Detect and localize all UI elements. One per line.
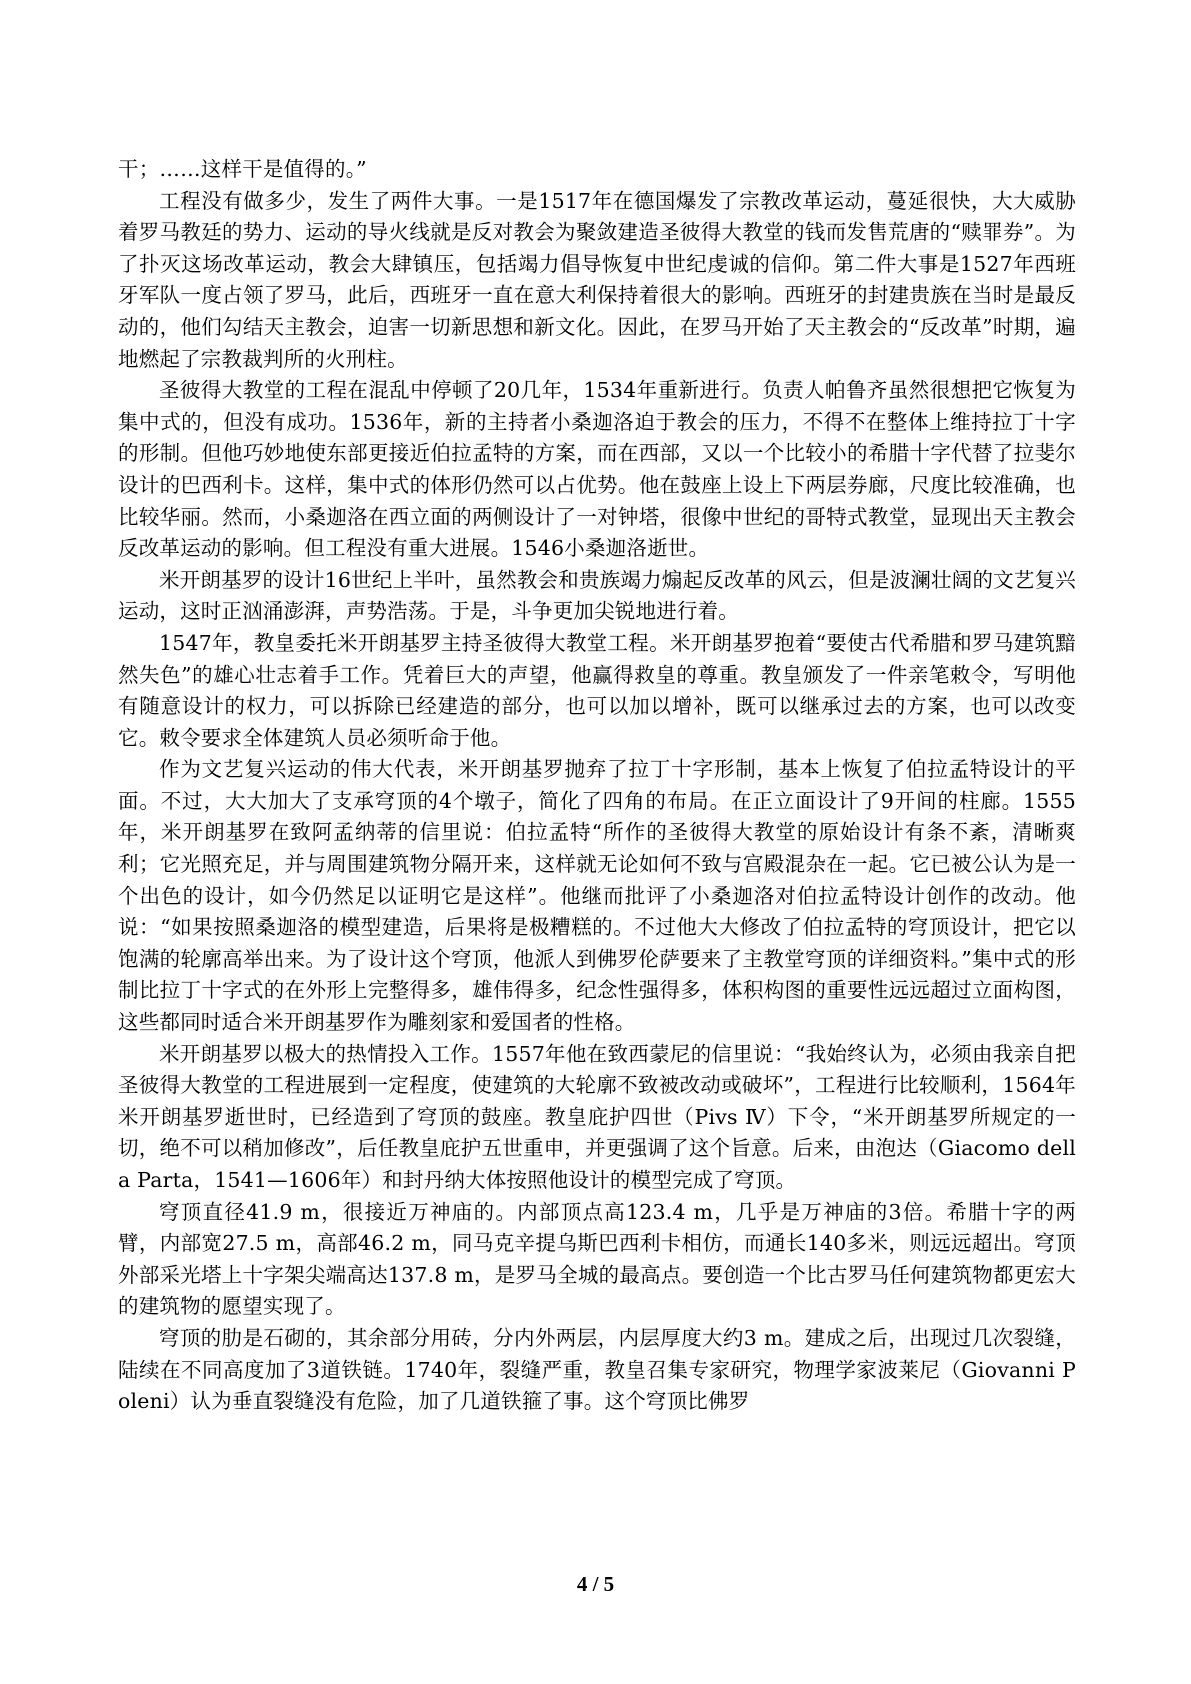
page-number: 4 / 5 <box>576 1572 615 1596</box>
paragraph-greek-cross-plan: 作为文艺复兴运动的伟大代表，米开朗基罗抛弃了拉丁十字形制，基本上恢复了伯拉孟特设计的平面。不过，大大加大了支承穹顶的4个墩子，简化了四角的布局。在正立面设计了9开间的柱廊。1555年，米开朗基罗在致阿孟纳蒂的信里说：伯拉孟特“所作的圣彼得大教堂的原始设计有条不紊，清晰爽利；它光照充足，并与周围建筑物分隔开来，这样就无论如何不致与宫殿混杂在一起。它已被公认为是一个出色的设计，如今仍然足以证明它是这样”。他继而批评了小桑迦洛对伯拉孟特设计创作的改动。他说：“如果按照桑迦洛的模型建造，后果将是极糟糕的。不过他大大修改了伯拉孟特的穹顶设计，把它以饱满的轮廓高举出来。为了设计这个穹顶，他派人到佛罗伦萨要来了主教堂穹顶的详细资料。”集中式的形制比拉丁十字式的在外形上完整得多，雄伟得多，纪念性强得多，体积构图的重要性远远超过立面构图，这些都同时适合米开朗基罗作为雕刻家和爱国者的性格。 <box>118 757 1076 1035</box>
paragraph-construction-progress: 米开朗基罗以极大的热情投入工作。1557年他在致西蒙尼的信里说：“我始终认为，必须由我亲自把圣彼得大教堂的工程进展到一定程度，使建筑的大轮廓不致被改动或破坏”，工程进行比较顺利，1564年米开朗基罗逝世时，已经造到了穹顶的鼓座。教皇庇护四世（Pivs Ⅳ）下令，“米开朗基罗所规定的一切，绝不可以稍加修改”，后任教皇庇护五世重申，并更强调了这个旨意。后来，由泡达（Giacomo della Parta，1541—1606年）和封丹纳大体按照他设计的模型完成了穹顶。 <box>118 1041 1076 1192</box>
paragraph-sangallo: 圣彼得大教堂的工程在混乱中停顿了20几年，1534年重新进行。负责人帕鲁齐虽然很想把它恢复为集中式的，但没有成功。1536年，新的主持者小桑迦洛迫于教会的压力，不得不在整体上维持拉丁十字的形制。但他巧妙地使东部更接近伯拉孟特的方案，而在西部，又以一个比较小的希腊十字代替了拉斐尔设计的巴西利卡。这样，集中式的体形仍然可以占优势。他在鼓座上设上下两层券廊，尺度比较准确，也比较华丽。然而，小桑迦洛在西立面的两侧设计了一对钟塔，很像中世纪的哥特式教堂，显现出天主教会反改革运动的影响。但工程没有重大进展。1546小桑迦洛逝世。 <box>118 378 1076 561</box>
document-body <box>118 154 1076 1418</box>
paragraph-dome-structure: 穹顶的肋是石砌的，其余部分用砖，分内外两层，内层厚度大约3 m。建成之后，出现过几次裂缝，陆续在不同高度加了3道铁链。1740年，裂缝严重，教皇召集专家研究，物理学家波莱尼（Giovanni Poleni）认为垂直裂缝没有危险，加了几道铁箍了事。这个穹顶比佛罗 <box>118 1325 1076 1414</box>
paragraph-two-events: 工程没有做多少，发生了两件大事。一是1517年在德国爆发了宗教改革运动，蔓延很快，大大威胁着罗马教廷的势力、运动的导火线就是反对教会为聚敛建造圣彼得大教堂的钱而发售荒唐的“赎罪券”。为了扑灭这场改革运动，教会大肆镇压，包括竭力倡导恢复中世纪虔诚的信仰。第二件大事是1527年西班牙军队一度占领了罗马，此后，西班牙一直在意大利保持着很大的影响。西班牙的封建贵族在当时是最反动的，他们勾结天主教会，迫害一切新思想和新文化。因此，在罗马开始了天主教会的“反改革”时期，遍地燃起了宗教裁判所的火刑柱。 <box>118 188 1076 371</box>
paragraph-michelangelo-design: 米开朗基罗的设计16世纪上半叶，虽然教会和贵族竭力煽起反改革的风云，但是波澜壮阔的文艺复兴运动，这时正汹涌澎湃，声势浩荡。于是，斗争更加尖锐地进行着。 <box>118 567 1076 624</box>
paragraph-dome-dimensions: 穹顶直径41.9 m，很接近万神庙的。内部顶点高123.4 m，几乎是万神庙的3倍。希腊十字的两臂，内部宽27.5 m，高部46.2 m，同马克辛提乌斯巴西利卡相仿，而通长140多米，则远远超出。穹顶外部采光塔上十字架尖端高达137.8 m，是罗马全城的最高点。要创造一个比古罗马任何建筑物都更宏大的建筑物的愿望实现了。 <box>118 1199 1076 1319</box>
paragraph-continuation: 干；……这样干是值得的。” <box>118 157 367 181</box>
paragraph-1547-commission: 1547年，教皇委托米开朗基罗主持圣彼得大教堂工程。米开朗基罗抱着“要使古代希腊和罗马建筑黯然失色”的雄心壮志着手工作。凭着巨大的声望，他赢得救皇的尊重。教皇颁发了一件亲笔敕令，写明他有随意设计的权力，可以拆除已经建造的部分，也可以加以增补，既可以继承过去的方案，也可以改变它。敕令要求全体建筑人员必须听命于他。 <box>118 630 1076 750</box>
